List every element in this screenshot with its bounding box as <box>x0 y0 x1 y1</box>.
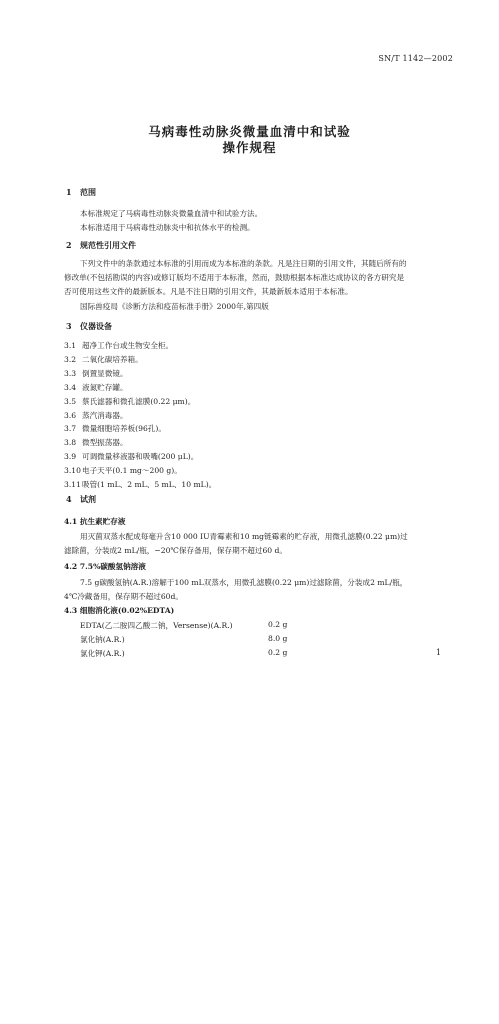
reagent-quantity: 0.2 g <box>268 620 288 629</box>
equipment-item-number: 3.8 <box>64 438 77 448</box>
equipment-item-text: 液氮贮存罐。 <box>82 382 128 392</box>
section-1-heading <box>66 187 96 198</box>
references-line-2: 修改单(不包括勘误的内容)或修订版均不适用于本标准，然而，鼓励根据本标准达成协议的各方研究是 <box>64 273 405 282</box>
equipment-item <box>64 410 128 421</box>
equipment-item-number: 3.9 <box>64 452 77 462</box>
equipment-item <box>64 423 166 434</box>
section-number: 3 <box>66 321 72 331</box>
equipment-item-number: 3.1 <box>64 341 77 350</box>
subsection-4-1-line-1: 用灭菌双蒸水配成每毫升含10 000 IU青霉素和10 mg链霉素的贮存液，用微孔滤膜(0.22 μm)过 <box>80 532 408 541</box>
equipment-item-text: 蒸汽消毒器。 <box>82 410 128 420</box>
section-title: 范围 <box>80 187 96 197</box>
equipment-item-number: 3.3 <box>64 368 77 378</box>
reagent-name: 氯化钠(A.R.) <box>80 635 125 644</box>
section-3-heading <box>66 321 112 332</box>
equipment-item-number: 3.10 <box>64 466 81 476</box>
page-number: 1 <box>436 648 442 657</box>
subsection-4-3-label: 4.3 细胞消化液(0.02%EDTA) <box>64 606 175 615</box>
standard-code: SN/T 1142—2002 <box>378 54 453 63</box>
equipment-item <box>64 451 198 462</box>
scope-paragraph-1: 本标准规定了马病毒性动脉炎微量血清中和试验方法。 <box>80 209 263 218</box>
reagent-quantity: 8.0 g <box>268 634 288 643</box>
section-number: 4 <box>66 494 72 504</box>
equipment-item-text: 电子天平(0.1 mg～200 g)。 <box>82 466 182 476</box>
equipment-item <box>64 465 182 476</box>
document-subtitle: 操作规程 <box>222 140 277 155</box>
equipment-item <box>64 396 195 407</box>
equipment-item-text: 微型振荡器。 <box>82 438 128 448</box>
equipment-item <box>64 437 128 448</box>
section-2-heading <box>66 240 136 251</box>
equipment-item-text: 蔡氏滤器和微孔滤膜(0.22 μm)。 <box>82 396 196 406</box>
reagent-quantity: 0.2 g <box>268 648 288 657</box>
reagent-name: EDTA(乙二胺四乙酸二钠，Versense)(A.R.) <box>80 621 233 630</box>
equipment-item-number: 3.5 <box>64 396 77 406</box>
references-line-3: 否可使用这些文件的最新版本。凡是不注日期的引用文件，其最新版本适用于本标准。 <box>64 287 353 296</box>
reagent-name: 氯化钾(A.R.) <box>80 649 125 658</box>
equipment-item-number: 3.2 <box>64 354 77 364</box>
subsection-4-1-label: 4.1 抗生素贮存液 <box>64 517 126 526</box>
scope-paragraph-2: 本标准适用于马病毒性动脉炎中和抗体水平的检测。 <box>80 223 255 232</box>
equipment-item-text: 倒置显微镜。 <box>82 368 128 378</box>
section-4-heading <box>66 494 96 505</box>
section-title: 试剂 <box>80 494 96 504</box>
equipment-item <box>64 340 173 351</box>
equipment-item-number: 3.4 <box>64 382 77 392</box>
references-line-1: 下列文件中的条款通过本标准的引用而成为本标准的条款。凡是注日期的引用文件，其随后所有的 <box>80 259 407 268</box>
subsection-4-2-label: 4.2 7.5%碳酸氢钠溶液 <box>64 562 146 571</box>
equipment-item <box>64 382 128 393</box>
equipment-item-text: 二氧化碳培养箱。 <box>82 354 143 364</box>
equipment-item-text: 吸管(1 mL、2 mL、5 mL、10 mL)。 <box>82 480 217 489</box>
section-number: 1 <box>66 187 72 197</box>
section-number: 2 <box>66 240 72 250</box>
section-title: 规范性引用文件 <box>80 240 136 250</box>
equipment-item-number: 3.6 <box>64 410 77 420</box>
equipment-item <box>64 354 143 365</box>
equipment-item <box>64 479 216 490</box>
subsection-4-2-line-2: 4℃冷藏备用，保存期不超过60d。 <box>64 592 183 601</box>
equipment-item-text: 超净工作台或生物安全柜。 <box>82 341 174 350</box>
subsection-4-1-line-2: 滤除菌，分装成2 mL/瓶，−20℃保存备用，保存期不超过60 d。 <box>64 546 287 555</box>
references-line-4: 国际兽疫局《诊断方法和疫苗标准手册》2000年,第四版 <box>80 302 269 311</box>
subsection-4-2-line-1: 7.5 g碳酸氢钠(A.R.)溶解于100 mL双蒸水，用微孔滤膜(0.22 μm)过滤除菌，分装成2 mL/瓶， <box>80 578 408 587</box>
equipment-item-number: 3.11 <box>64 480 81 489</box>
equipment-item <box>64 368 128 379</box>
equipment-item-text: 微量细胞培养板(96孔)。 <box>82 424 166 434</box>
equipment-item-text: 可调微量移液器和吸嘴(200 μL)。 <box>82 452 199 462</box>
document-title: 马病毒性动脉炎微量血清中和试验 <box>148 124 351 139</box>
equipment-item-number: 3.7 <box>64 424 77 434</box>
section-title: 仪器设备 <box>80 321 112 331</box>
